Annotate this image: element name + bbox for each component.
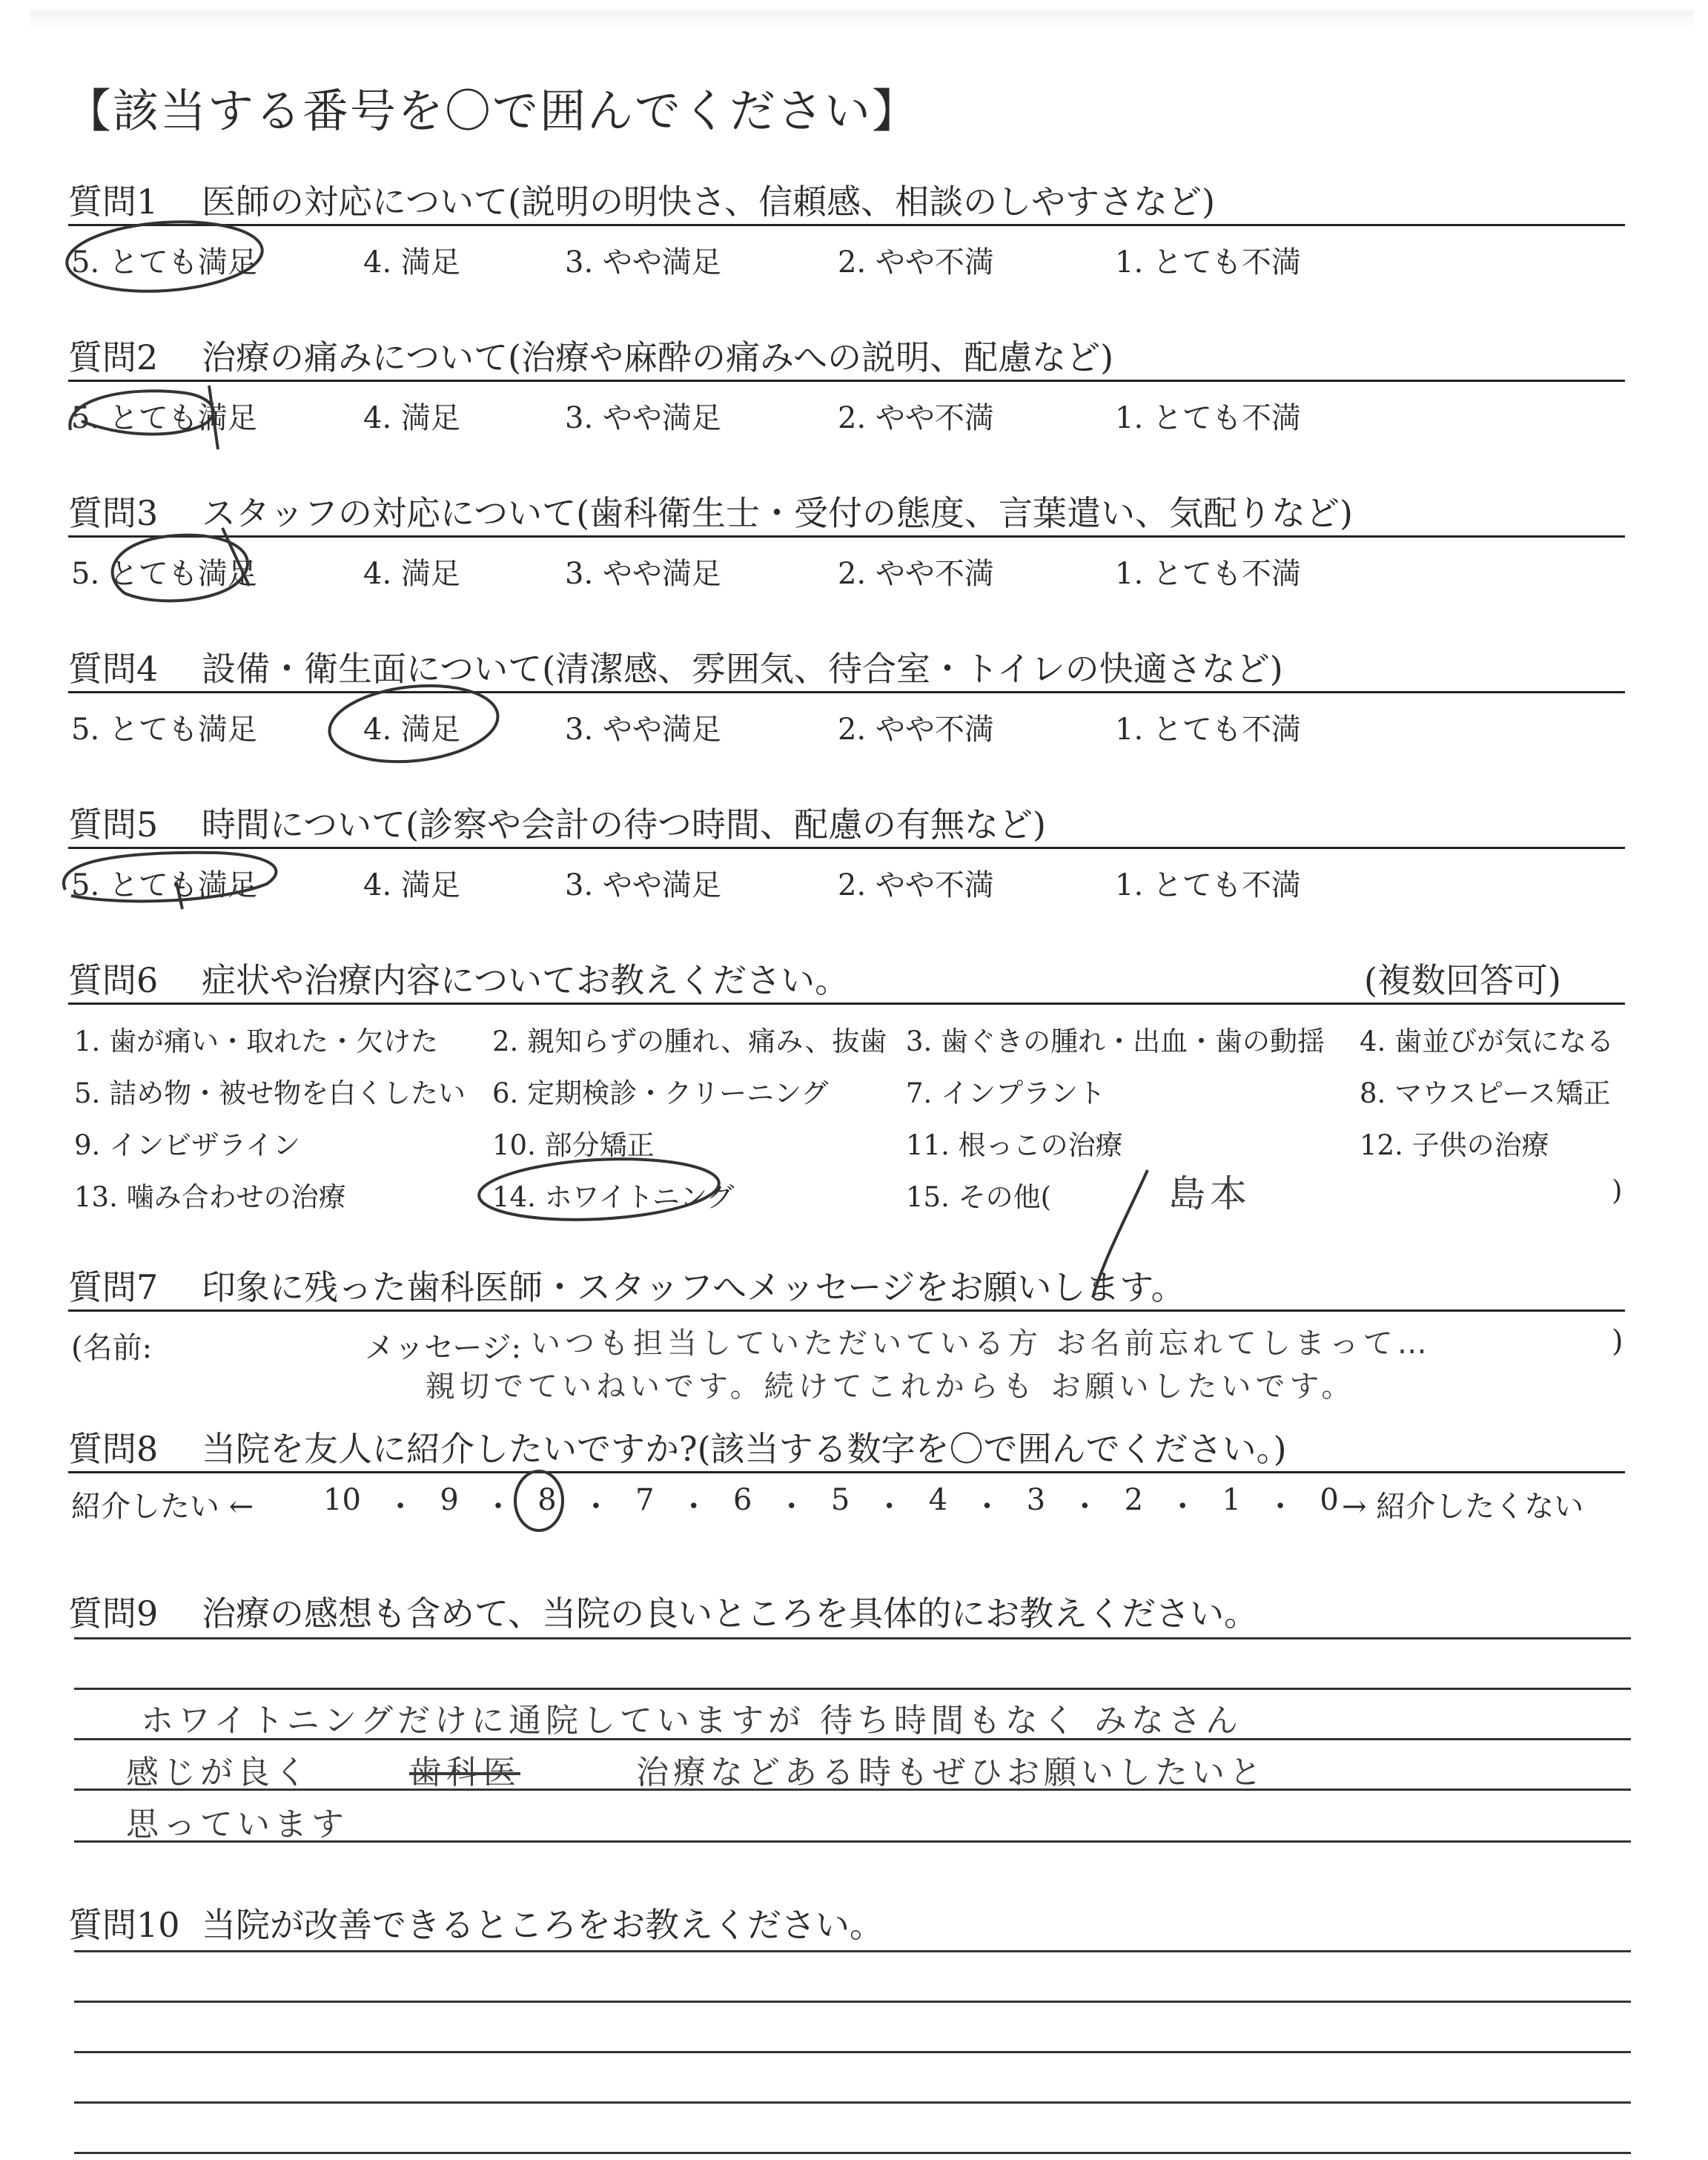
q8-dot: ・ xyxy=(776,1490,807,1524)
q10-writing-line xyxy=(74,1950,1631,1952)
q8-scale xyxy=(323,1483,1339,1525)
q2-option-3[interactable]: 3. やや満足 xyxy=(565,401,721,435)
q3-option-1[interactable]: 1. とても不満 xyxy=(1115,557,1301,591)
q6-item-5[interactable]: 5. 詰め物・被せ物を白くしたい xyxy=(74,1077,466,1109)
q7-message-line2: 親切でていねいです。続けてこれからも お願いしたいです。 xyxy=(426,1370,1356,1404)
q8-score-7[interactable]: 7 xyxy=(635,1483,655,1517)
q8-score-5[interactable]: 5 xyxy=(830,1483,850,1517)
q1-label: 質問1 xyxy=(68,182,159,222)
q8-dot: ・ xyxy=(1265,1490,1296,1524)
q6-note: (複数回答可) xyxy=(1364,960,1561,1000)
q4-option-2[interactable]: 2. やや不満 xyxy=(838,713,994,747)
q8-dot: ・ xyxy=(874,1490,904,1524)
q6-label: 質問6 xyxy=(68,960,159,1000)
q8-dot: ・ xyxy=(972,1490,1002,1524)
q2-text: 治療の痛みについて(治療や麻酔の痛みへの説明、配慮など) xyxy=(202,337,1114,377)
q8-dot: ・ xyxy=(1070,1490,1100,1524)
q3-option-3[interactable]: 3. やや満足 xyxy=(565,557,721,591)
q6-item-13[interactable]: 13. 噛み合わせの治療 xyxy=(74,1181,346,1213)
q3-rule xyxy=(68,535,1625,538)
q10-writing-line xyxy=(74,2152,1631,2154)
q10-text: 当院が改善できるところをお教えください。 xyxy=(202,1905,884,1945)
q5-option-2[interactable]: 2. やや不満 xyxy=(838,868,994,902)
q8-score-10[interactable]: 10 xyxy=(323,1483,361,1517)
q3-text: スタッフの対応について(歯科衛生士・受付の態度、言葉遣い、気配りなど) xyxy=(202,493,1353,533)
q5-rule xyxy=(68,847,1625,849)
q7-label: 質問7 xyxy=(68,1267,159,1307)
q2-option-2[interactable]: 2. やや不満 xyxy=(838,401,994,435)
q9-label: 質問9 xyxy=(68,1593,159,1634)
q1-rule xyxy=(68,224,1625,226)
q2-option-4[interactable]: 4. 満足 xyxy=(363,401,460,435)
q6-item-8[interactable]: 8. マウスピース矯正 xyxy=(1360,1077,1611,1109)
q6-other-handwritten: 島本 xyxy=(1168,1172,1251,1215)
q10-writing-line xyxy=(74,2001,1631,2003)
q5-option-4[interactable]: 4. 満足 xyxy=(363,868,460,902)
q7-name-label: (名前: xyxy=(71,1331,153,1365)
q5-option-5[interactable]: 5. とても満足 xyxy=(71,868,257,902)
q3-option-4[interactable]: 4. 満足 xyxy=(363,557,460,591)
q1-option-4[interactable]: 4. 満足 xyxy=(363,245,460,280)
q7-message-label: メッセージ: xyxy=(365,1331,522,1365)
q6-item-15[interactable]: 15. その他( xyxy=(906,1181,1052,1213)
q9-writing-line xyxy=(74,1688,1631,1690)
q10-writing-line xyxy=(74,2051,1631,2053)
q8-text: 当院を友人に紹介したいですか?(該当する数字を〇で囲んでください。) xyxy=(202,1429,1287,1469)
q4-text: 設備・衛生面について(清潔感、雰囲気、待合室・トイレの快適さなど) xyxy=(202,649,1283,689)
q8-score-9[interactable]: 9 xyxy=(440,1483,459,1517)
q6-item-11[interactable]: 11. 根っこの治療 xyxy=(906,1129,1123,1161)
q8-score-4[interactable]: 4 xyxy=(928,1483,948,1517)
q8-dot: ・ xyxy=(483,1490,514,1524)
q1-option-1[interactable]: 1. とても不満 xyxy=(1115,245,1301,280)
q4-option-5[interactable]: 5. とても満足 xyxy=(71,713,257,747)
q8-score-8[interactable]: 8 xyxy=(537,1483,557,1517)
q6-item-9[interactable]: 9. インビザライン xyxy=(74,1129,300,1161)
q1-option-5[interactable]: 5. とても満足 xyxy=(71,245,257,280)
q3-label: 質問3 xyxy=(68,493,159,533)
q4-rule xyxy=(68,691,1625,693)
q10-label: 質問10 xyxy=(68,1905,180,1945)
q4-label: 質問4 xyxy=(68,649,159,689)
q2-option-1[interactable]: 1. とても不満 xyxy=(1115,401,1301,435)
q7-text: 印象に残った歯科医師・スタッフへメッセージをお願いします。 xyxy=(202,1267,1185,1307)
q9-answer-line2b: 治療などある時もぜひお願いしたいと xyxy=(636,1754,1266,1791)
q8-left-label: 紹介したい ← xyxy=(71,1490,254,1524)
q7-close-paren: ) xyxy=(1612,1324,1623,1358)
q4-option-1[interactable]: 1. とても不満 xyxy=(1115,713,1301,747)
q9-answer-line1: ホワイトニングだけに通院していますが 待ち時間もなく みなさん xyxy=(141,1702,1243,1740)
q8-right-label: → 紹介したくない xyxy=(1342,1490,1584,1524)
q9-text: 治療の感想も含めて、当院の良いところを具体的にお教えください。 xyxy=(202,1593,1259,1634)
q7-rule xyxy=(68,1309,1625,1312)
q3-option-2[interactable]: 2. やや不満 xyxy=(838,557,994,591)
q2-option-5[interactable]: 5. とても満足 xyxy=(71,401,257,435)
q6-item-14[interactable]: 14. ホワイトニング xyxy=(492,1181,735,1213)
q5-option-1[interactable]: 1. とても不満 xyxy=(1115,868,1301,902)
q8-rule xyxy=(68,1471,1625,1473)
q6-item-3[interactable]: 3. 歯ぐきの腫れ・出血・歯の動揺 xyxy=(906,1025,1325,1057)
q1-option-3[interactable]: 3. やや満足 xyxy=(565,245,721,280)
q5-label: 質問5 xyxy=(68,805,159,845)
q8-score-0[interactable]: 0 xyxy=(1320,1483,1339,1517)
q2-rule xyxy=(68,380,1625,382)
q8-score-2[interactable]: 2 xyxy=(1124,1483,1144,1517)
q6-rule xyxy=(68,1003,1625,1005)
q6-text: 症状や治療内容についてお教えください。 xyxy=(202,960,850,1000)
q1-option-2[interactable]: 2. やや不満 xyxy=(838,245,994,280)
q3-option-5[interactable]: 5. とても満足 xyxy=(71,557,257,591)
q8-dot: ・ xyxy=(385,1490,416,1524)
q6-item-10[interactable]: 10. 部分矯正 xyxy=(492,1129,655,1161)
q6-item-12[interactable]: 12. 子供の治療 xyxy=(1360,1129,1549,1161)
q6-item-6[interactable]: 6. 定期検診・クリーニング xyxy=(492,1077,829,1109)
q4-option-4[interactable]: 4. 満足 xyxy=(363,713,460,747)
q8-dot: ・ xyxy=(678,1490,709,1524)
q1-text: 医師の対応について(説明の明快さ、信頼感、相談のしやすさなど) xyxy=(202,182,1216,222)
q7-message-line1: いつも担当していただいている方 お名前忘れてしまって… xyxy=(531,1327,1431,1361)
page-title: 【該当する番号を〇で囲んでください】 xyxy=(65,84,920,138)
q2-label: 質問2 xyxy=(68,337,159,377)
q6-item-4[interactable]: 4. 歯並びが気になる xyxy=(1360,1025,1615,1057)
q8-score-1[interactable]: 1 xyxy=(1222,1483,1241,1517)
q5-option-3[interactable]: 3. やや満足 xyxy=(565,868,721,902)
q8-dot: ・ xyxy=(580,1490,611,1524)
q6-item-2[interactable]: 2. 親知らずの腫れ、痛み、抜歯 xyxy=(492,1025,887,1057)
q6-item-7[interactable]: 7. インプラント xyxy=(906,1077,1106,1109)
q8-dot: ・ xyxy=(1168,1490,1198,1524)
q6-item-1[interactable]: 1. 歯が痛い・取れた・欠けた xyxy=(74,1025,439,1057)
q6-item-15-close: ) xyxy=(1612,1175,1623,1206)
scan-edge xyxy=(30,10,1693,30)
q8-score-3[interactable]: 3 xyxy=(1026,1483,1046,1517)
q9-writing-line xyxy=(74,1637,1631,1639)
q4-option-3[interactable]: 3. やや満足 xyxy=(565,713,721,747)
q10-writing-line xyxy=(74,2101,1631,2104)
q8-label: 質問8 xyxy=(68,1429,159,1469)
q9-answer-struck: 歯科医 xyxy=(409,1754,520,1791)
q8-score-6[interactable]: 6 xyxy=(733,1483,752,1517)
q9-answer-line3: 思っています xyxy=(126,1806,348,1843)
q5-text: 時間について(診察や会計の待つ時間、配慮の有無など) xyxy=(202,805,1046,845)
q9-answer-line2: 感じが良く xyxy=(126,1754,311,1791)
